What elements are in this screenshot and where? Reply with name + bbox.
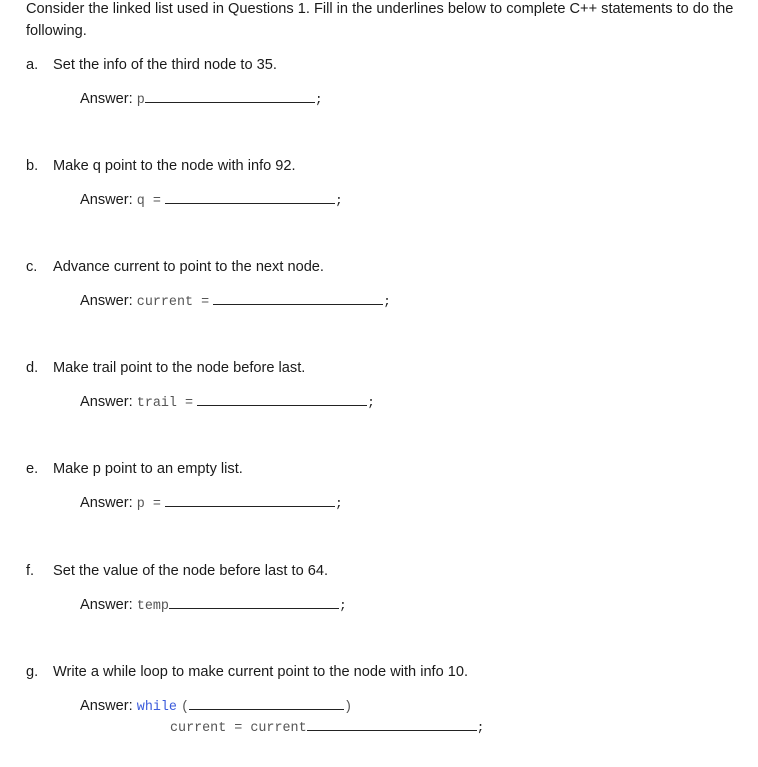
- question-text: Advance current to point to the next node.: [53, 259, 324, 275]
- while-keyword: while: [136, 700, 177, 715]
- question-text: Make p point to an empty list.: [53, 461, 243, 477]
- close-paren: ): [344, 700, 353, 715]
- answer-b: [80, 190, 343, 212]
- question-f: [26, 561, 328, 581]
- semicolon: ;: [334, 193, 343, 208]
- answer-a: [80, 89, 323, 111]
- question-text: Make trail point to the node before last.: [53, 360, 306, 376]
- answer-label: Answer:: [80, 698, 133, 714]
- answer-e: [80, 493, 343, 515]
- answer-label: Answer:: [80, 192, 133, 208]
- question-text: Set the info of the third node to 35.: [53, 57, 277, 73]
- question-letter: g.: [26, 664, 39, 680]
- question-letter: d.: [26, 360, 39, 376]
- semicolon: ;: [338, 598, 347, 613]
- open-paren: (: [181, 700, 190, 715]
- question-letter: f.: [26, 563, 35, 579]
- answer-blank[interactable]: [197, 392, 367, 406]
- loop-body-code: current = current: [170, 721, 307, 736]
- answer-label: Answer:: [80, 597, 133, 613]
- answer-code: current =: [136, 295, 210, 310]
- question-b: [26, 156, 296, 176]
- question-letter: a.: [26, 57, 39, 73]
- question-c: [26, 257, 324, 277]
- answer-code: p: [136, 93, 145, 108]
- question-letter: e.: [26, 461, 39, 477]
- semicolon: ;: [367, 395, 375, 410]
- semicolon: ;: [383, 294, 391, 309]
- question-text: Set the value of the node before last to 64.: [53, 563, 329, 579]
- answer-blank[interactable]: [213, 291, 383, 305]
- answer-blank[interactable]: [165, 493, 335, 507]
- answer-d: [80, 392, 375, 414]
- answer-f: [80, 595, 347, 617]
- answer-blank[interactable]: [165, 190, 335, 204]
- semicolon: ;: [334, 496, 343, 511]
- instructions-paragraph: Consider the linked list used in Questions 1. Fill in the underlines below to complete C++ statements to do the following.: [26, 1, 734, 39]
- question-text: Make q point to the node with info 92.: [53, 158, 296, 174]
- answer-g: [80, 696, 352, 718]
- answer-c: [80, 291, 391, 313]
- answer-label: Answer:: [80, 293, 133, 309]
- question-g: [26, 662, 468, 682]
- answer-blank[interactable]: [145, 89, 315, 103]
- answer-code: q =: [136, 194, 161, 209]
- answer-code: temp: [136, 599, 169, 614]
- loop-body-blank[interactable]: [307, 717, 477, 731]
- semicolon: ;: [314, 92, 323, 107]
- answer-blank[interactable]: [169, 595, 339, 609]
- question-letter: b.: [26, 158, 39, 174]
- question-d: [26, 358, 305, 378]
- answer-label: Answer:: [80, 91, 133, 107]
- loop-condition-blank[interactable]: [189, 696, 344, 710]
- answer-code: trail =: [136, 396, 194, 411]
- question-text: Write a while loop to make current point to the node with info 10.: [53, 664, 469, 680]
- question-a: [26, 55, 277, 75]
- answer-g-body: [170, 717, 484, 739]
- answer-code: p =: [136, 497, 161, 512]
- question-e: [26, 459, 243, 479]
- question-letter: c.: [26, 259, 38, 275]
- answer-label: Answer:: [80, 394, 133, 410]
- semicolon: ;: [476, 720, 485, 735]
- answer-label: Answer:: [80, 495, 133, 511]
